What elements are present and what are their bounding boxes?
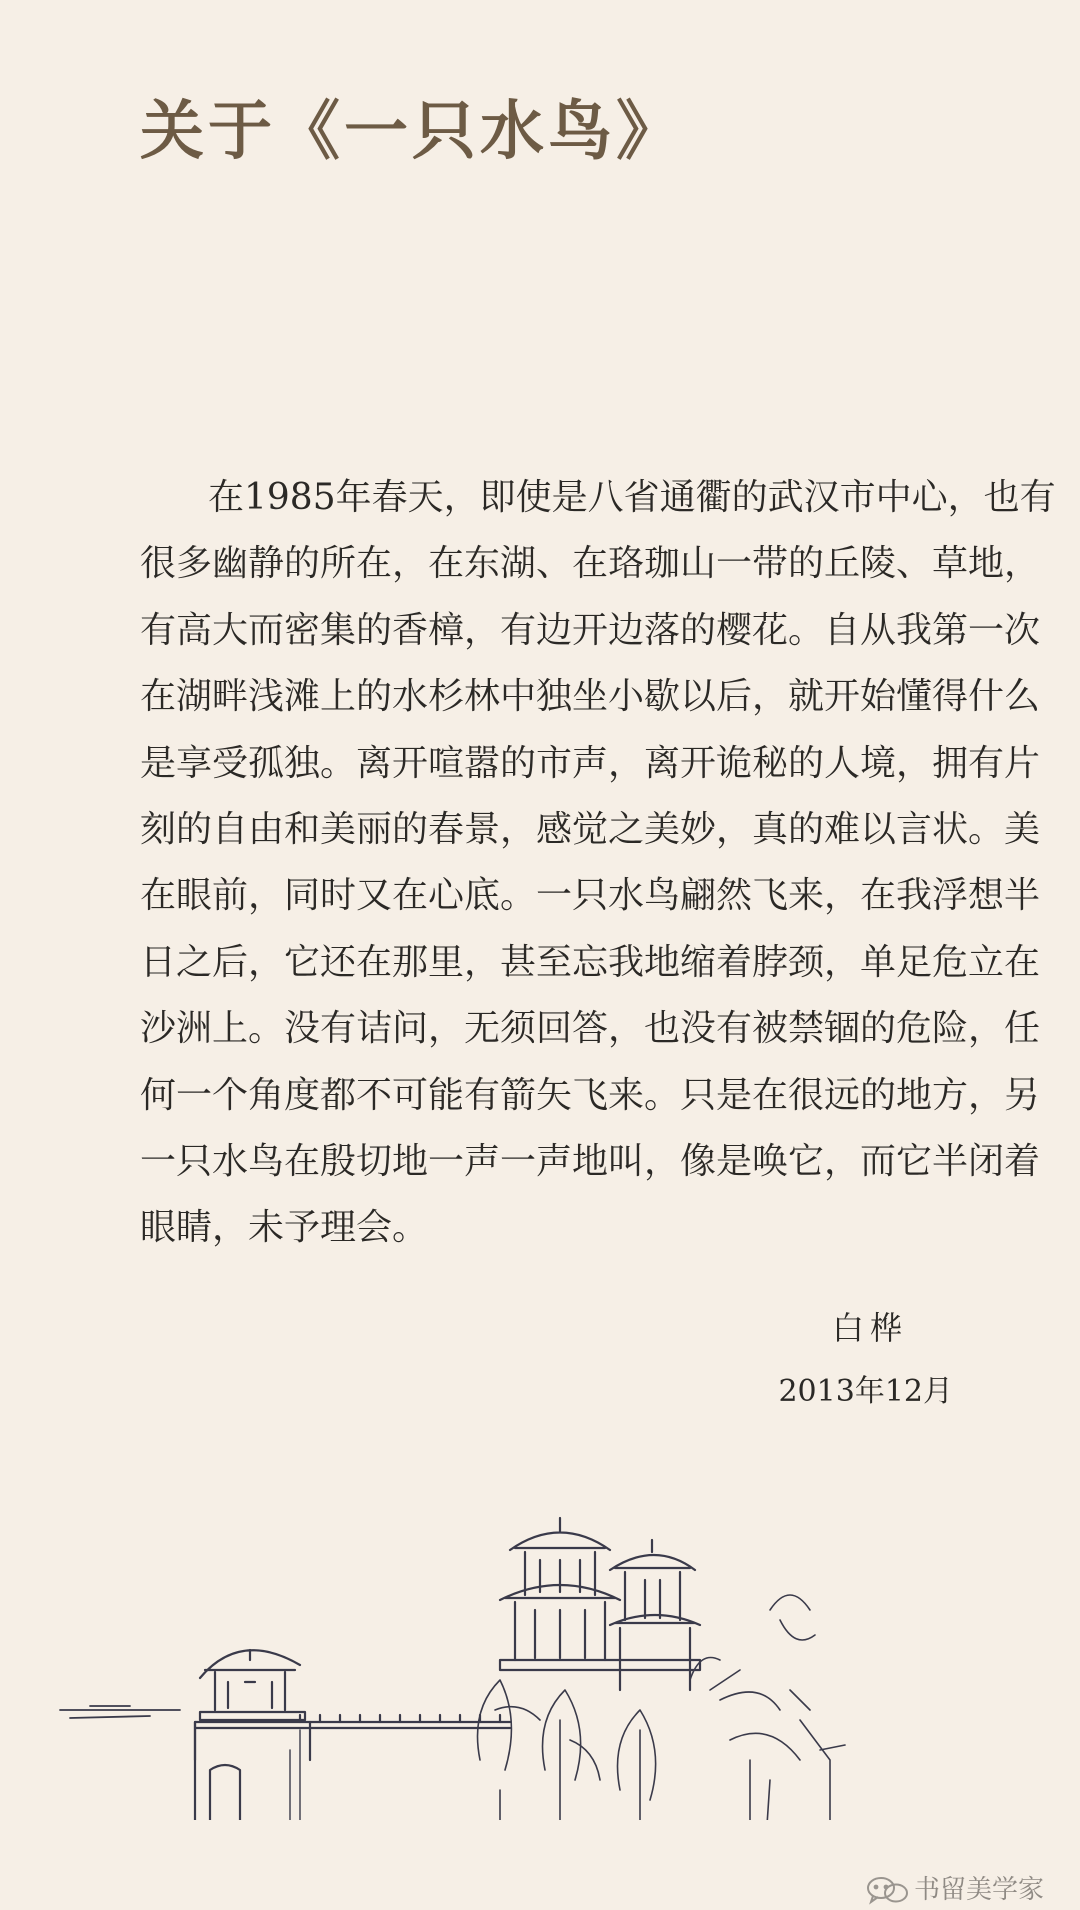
paragraph-line: 在湖畔浅滩上的水杉林中独坐小歇以后，就开始懂得什么 <box>140 676 1041 718</box>
date-line: 2013年12月 <box>778 1374 953 1409</box>
article-body <box>140 465 1056 1262</box>
paragraph-line: 日之后，它还在那里，甚至忘我地缩着脖颈，单足危立在 <box>140 941 1041 983</box>
main-pagoda <box>500 1518 700 1690</box>
wechat-icon <box>864 1875 910 1905</box>
paragraph-line: 很多幽静的所在，在东湖、在珞珈山一带的丘陵、草地， <box>140 543 1041 585</box>
city-wall-pagoda-sketch <box>0 1460 1080 1820</box>
page-title: 关于《一只水鸟》 <box>140 94 684 169</box>
paragraph-line: 沙洲上。没有诘问，无须回答，也没有被禁锢的危险，任 <box>140 1008 1041 1050</box>
author-name: 白桦 <box>831 1309 908 1347</box>
city-wall <box>195 1715 510 1820</box>
paragraph-line: 在眼前，同时又在心底。一只水鸟翩然飞来，在我浮想半 <box>140 875 1041 917</box>
paragraph-line: 是享受孤独。离开喧嚣的市声，离开诡秘的人境，拥有片 <box>140 742 1041 784</box>
paragraph-line: 何一个角度都不可能有箭矢飞来。只是在很远的地方，另 <box>140 1074 1041 1116</box>
watermark-text: 书留美学家 <box>913 1875 1044 1905</box>
paragraph-line: 眼睛，未予理会。 <box>140 1207 429 1249</box>
paragraph-line: 刻的自由和美丽的春景，感觉之美妙，真的难以言状。美 <box>140 808 1041 850</box>
paragraph-line: 在1985年春天，即使是八省通衢的武汉市中心，也有 <box>208 477 1056 518</box>
trees <box>478 1595 846 1820</box>
left-gate-tower <box>195 1650 310 1760</box>
paragraph-line: 有高大而密集的香樟，有边开边落的樱花。自从我第一次 <box>140 609 1041 651</box>
watermark <box>864 1874 1044 1906</box>
paragraph-line: 一只水鸟在殷切地一声一声地叫，像是唤它，而它半闭着 <box>140 1140 1041 1182</box>
